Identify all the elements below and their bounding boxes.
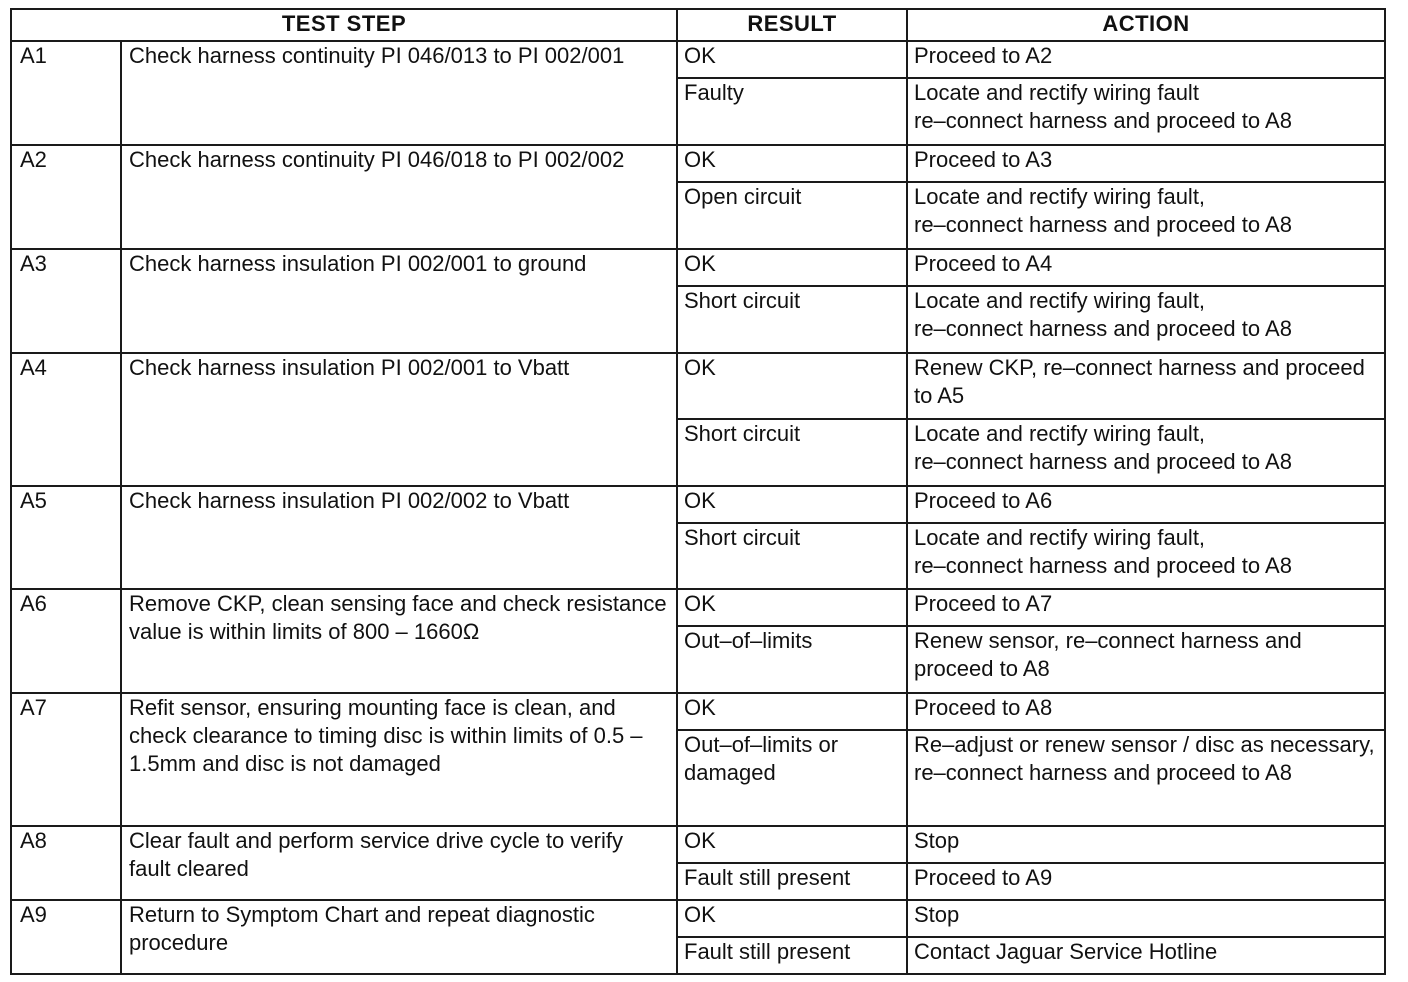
step-id: A8 xyxy=(11,826,121,900)
step-id: A4 xyxy=(11,353,121,486)
action-cell: Proceed to A7 xyxy=(907,589,1385,626)
table-row xyxy=(11,486,1385,523)
step-description: Check harness insulation PI 002/002 to Vbatt xyxy=(121,486,677,589)
step-description: Return to Symptom Chart and repeat diagnostic procedure xyxy=(121,900,677,974)
table-row xyxy=(11,589,1385,626)
result-cell: OK xyxy=(677,249,907,286)
header-action: ACTION xyxy=(907,9,1385,41)
table-row xyxy=(11,249,1385,286)
action-cell: Proceed to A2 xyxy=(907,41,1385,78)
action-cell: Locate and rectify wiring fault, re–connect harness and proceed to A8 xyxy=(907,286,1385,353)
result-cell: OK xyxy=(677,145,907,182)
header-result: RESULT xyxy=(677,9,907,41)
result-cell: Open circuit xyxy=(677,182,907,249)
action-cell: Proceed to A4 xyxy=(907,249,1385,286)
action-cell: Stop xyxy=(907,900,1385,937)
table-row xyxy=(11,41,1385,78)
action-cell: Proceed to A8 xyxy=(907,693,1385,730)
step-description: Clear fault and perform service drive cycle to verify fault cleared xyxy=(121,826,677,900)
table-row xyxy=(11,693,1385,730)
result-cell: Fault still present xyxy=(677,937,907,974)
step-id: A6 xyxy=(11,589,121,693)
result-cell: Out–of–limits xyxy=(677,626,907,693)
step-id: A3 xyxy=(11,249,121,353)
result-cell: Short circuit xyxy=(677,419,907,486)
step-description: Check harness insulation PI 002/001 to Vbatt xyxy=(121,353,677,486)
action-cell: Proceed to A9 xyxy=(907,863,1385,900)
step-description: Remove CKP, clean sensing face and check resistance value is within limits of 800 – 1660Ω xyxy=(121,589,677,693)
result-cell: OK xyxy=(677,486,907,523)
step-id: A2 xyxy=(11,145,121,249)
result-cell: OK xyxy=(677,826,907,863)
result-cell: OK xyxy=(677,41,907,78)
result-cell: OK xyxy=(677,353,907,419)
action-cell: Proceed to A3 xyxy=(907,145,1385,182)
table-row xyxy=(11,145,1385,182)
table-row xyxy=(11,826,1385,863)
action-cell: Locate and rectify wiring fault, re–connect harness and proceed to A8 xyxy=(907,419,1385,486)
step-description: Check harness insulation PI 002/001 to ground xyxy=(121,249,677,353)
step-description: Check harness continuity PI 046/018 to PI 002/002 xyxy=(121,145,677,249)
step-id: A5 xyxy=(11,486,121,589)
step-description: Refit sensor, ensuring mounting face is clean, and check clearance to timing disc is within limits of 0.5 – 1.5mm and disc is not damaged xyxy=(121,693,677,826)
result-cell: Fault still present xyxy=(677,863,907,900)
action-cell: Renew sensor, re–connect harness and proceed to A8 xyxy=(907,626,1385,693)
step-id: A7 xyxy=(11,693,121,826)
table-row xyxy=(11,353,1385,419)
action-cell: Contact Jaguar Service Hotline xyxy=(907,937,1385,974)
header-row xyxy=(11,9,1385,41)
action-cell: Re–adjust or renew sensor / disc as necessary, re–connect harness and proceed to A8 xyxy=(907,730,1385,826)
action-cell: Renew CKP, re–connect harness and proceed to A5 xyxy=(907,353,1385,419)
result-cell: OK xyxy=(677,693,907,730)
result-cell: Short circuit xyxy=(677,286,907,353)
result-cell: Short circuit xyxy=(677,523,907,589)
result-cell: OK xyxy=(677,900,907,937)
step-id: A1 xyxy=(11,41,121,145)
result-cell: OK xyxy=(677,589,907,626)
diagnostic-table xyxy=(10,8,1386,975)
step-description: Check harness continuity PI 046/013 to PI 002/001 xyxy=(121,41,677,145)
header-test-step: TEST STEP xyxy=(11,9,677,41)
action-cell: Stop xyxy=(907,826,1385,863)
result-cell: Faulty xyxy=(677,78,907,145)
action-cell: Proceed to A6 xyxy=(907,486,1385,523)
action-cell: Locate and rectify wiring fault, re–connect harness and proceed to A8 xyxy=(907,523,1385,589)
table-body xyxy=(11,41,1385,974)
action-cell: Locate and rectify wiring fault re–connect harness and proceed to A8 xyxy=(907,78,1385,145)
action-cell: Locate and rectify wiring fault, re–connect harness and proceed to A8 xyxy=(907,182,1385,249)
table-row xyxy=(11,900,1385,937)
step-id: A9 xyxy=(11,900,121,974)
result-cell: Out–of–limits or damaged xyxy=(677,730,907,826)
